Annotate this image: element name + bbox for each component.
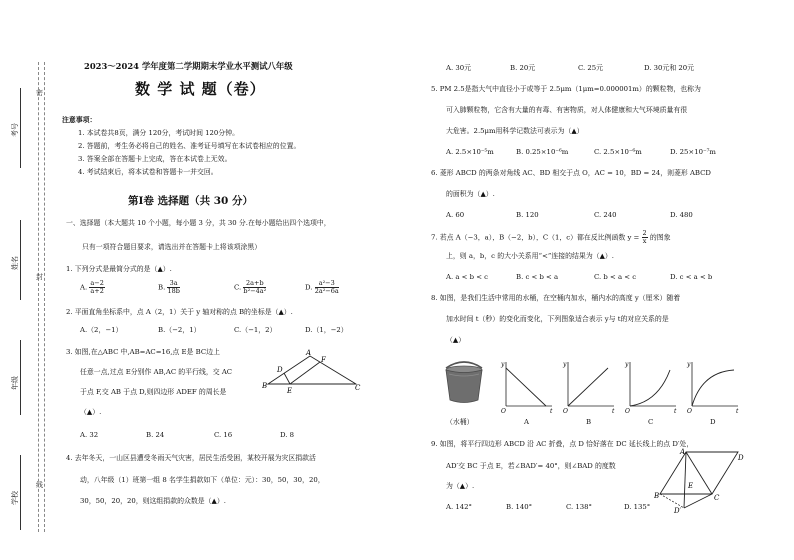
q7-line-2: 上，则 a，b，c 的大小关系用“<”连接的结果为（▲）. (446, 252, 614, 260)
binding-line-left (38, 62, 39, 532)
q9-label-d: D (738, 454, 744, 462)
q2-option-a: A.（2，−1） (80, 326, 123, 334)
q9-option-a: A. 142° (446, 503, 472, 511)
q5-line-3: 大危害。2.5μm用科学记数法可表示为（▲） (446, 127, 584, 135)
q3-segment-ed (284, 373, 290, 384)
q9-line-2: AD′交 BC 于点 E，若∠BAD′= 40°，则∠BAD 的度数 (446, 462, 616, 470)
q8-line-1: 8. 如图，是我们生活中常用的水桶，在空桶内加水，桶内水的高度 y（厘米）随着 (431, 294, 681, 302)
q1-option-a-fraction: $\frac{a-2}{a+2}$ (90, 279, 104, 295)
margin-mark-xian: 线 (36, 481, 43, 489)
svg-text:O: O (625, 408, 630, 414)
svg-text:y: y (563, 361, 567, 368)
q5-option-c: C. 2.5×10⁻⁶m (594, 148, 642, 156)
q7-line-1 (431, 230, 671, 245)
q3-label-d: D (277, 366, 283, 374)
q4-option-c: C. 25元 (578, 64, 604, 72)
svg-text:O: O (563, 408, 568, 414)
q3-label-f: F (321, 356, 326, 364)
notice-item-3: 3. 答案全部在答题卡上完成，答在本试卷上无效。 (78, 155, 232, 163)
q5-option-a: A. 2.5×10⁻⁵m (446, 148, 494, 156)
q1-option-b (158, 280, 180, 295)
q1-option-c-fraction: $\frac{2a+b}{\text{b²−4a²}}$ (243, 279, 267, 295)
margin-underline-xingming (20, 220, 21, 300)
q6-option-a: A. 60 (446, 211, 465, 219)
q3-label-c: C (355, 384, 361, 392)
notice-item-1: 1. 本试卷共8页，满分 120分，考试时间 120分钟。 (78, 129, 239, 137)
q2-option-b: B.（−2，1） (158, 326, 201, 334)
q9-segment-cd-prime (684, 494, 712, 508)
q6-option-d: D. 480 (670, 211, 693, 219)
q8-graph-a (500, 358, 556, 414)
q8-line-2: 加水时间 t（秒）的变化而变化，下列图象适合表示 y与 t的对应关系的是 (446, 315, 669, 323)
svg-text:O: O (501, 408, 506, 414)
q1-option-b-label: B. (158, 283, 166, 292)
q2-stem: 2. 平面直角坐标系中，点 A（2，1）关于 y 轴对称的点 B的坐标是（▲）. (66, 308, 293, 316)
q7-option-b: B. c < b < a (516, 273, 559, 281)
q9-label-e: E (688, 482, 694, 490)
margin-underline-xuexiao (20, 455, 21, 530)
margin-underline-nianji (20, 340, 21, 415)
q8-graph-c-label: C (648, 418, 654, 426)
section1-title: 第Ⅰ卷 选择题（共 30 分） (128, 195, 253, 207)
q6-line-1: 6. 菱形 ABCD 的两条对角线 AC、BD 相交于点 O，AC = 10，BD = 24，则菱形 ABCD (431, 169, 711, 177)
q3-option-c: C. 16 (214, 431, 233, 439)
exam-header-title: 2023～2024 学年度第二学期期末学业水平测试八年级 (84, 61, 293, 71)
q6-line-2: 的面积为（▲）. (446, 190, 495, 198)
notice-heading: 注意事项： (62, 116, 97, 124)
q3-line-2: 任意一点,过点 E分别作 AB,AC 的平行线，交 AC (80, 368, 233, 376)
q8-bucket-caption: （水桶） (446, 418, 474, 426)
q7-line-1-text: 7. 若点 A（−3，a），B（−2，b），C（1，c）都在反比例函数 y = (431, 233, 642, 242)
svg-text:y: y (501, 361, 505, 368)
q9-label-a: A (680, 448, 686, 456)
q9-segment-ad-prime (684, 452, 686, 508)
svg-text:t: t (612, 408, 615, 414)
q3-label-b: B (262, 382, 268, 390)
q9-label-b: B (654, 492, 660, 500)
q8-graph-d (686, 358, 742, 414)
q3-option-d: D. 8 (280, 431, 295, 439)
q7-option-c: C. b < a < c (594, 273, 637, 281)
q1-option-d-fraction: $\frac{\text{a²−3}}{\text{2a²−6a}}$ (314, 279, 339, 295)
q7-option-a: A. a < b < c (446, 273, 489, 281)
q9-option-d: D. 135° (624, 503, 651, 511)
q3-line-3: 于点 F,交 AB 于点 D,则四边形 ADEF 的周长是 (80, 388, 227, 396)
binding-line-right (44, 62, 45, 532)
q4-line-2: 动，八年级（1）班第一组 8 名学生捐款如下（单位：元）：30，50，30，20， (80, 476, 325, 484)
section1-instruction-1: 一、选择题（本大题共 10 个小题，每小题 3 分，共 30 分.在每小题给出四个选项中， (66, 219, 331, 227)
q5-line-2: 可入肺颗粒物，它含有大量的有毒、有害物质，对人体健康和大气环境质量有很 (446, 106, 688, 114)
q4-option-b: B. 20元 (510, 64, 536, 72)
q1-option-d (305, 280, 339, 295)
q3-option-b: B. 24 (146, 431, 165, 439)
q3-line-4: （▲）. (80, 408, 102, 416)
q9-line-3: 为（▲）. (446, 482, 475, 490)
q8-graph-b-label: B (586, 418, 592, 426)
margin-label-xuexiao: 学校 (11, 491, 19, 505)
q5-option-d: D. 25×10⁻⁷m (670, 148, 716, 156)
q9-label-c: C (714, 494, 720, 502)
q4-line-3: 30，50，20，20，则这组捐款的众数是（▲）. (80, 497, 226, 505)
q1-option-c (234, 280, 266, 295)
q9-line-1: 9. 如图，将平行四边形 ABCD 沿 AC 折叠，点 D 恰好落在 DC 延长线上的点 D′处， (431, 440, 694, 448)
q8-line-3: （▲） (446, 336, 466, 344)
q4-line-1: 4. 去年冬天，一山区县遭受冬雨天气灾害，居民生活受困，某校开展为灾区捐款活 (66, 454, 316, 462)
q9-option-c: C. 138° (566, 503, 593, 511)
q7-line-1-end: 的图象 (647, 233, 671, 242)
q1-option-a (80, 280, 105, 295)
notice-item-4: 4. 考试结束后，将本试卷和答题卡一并交回。 (78, 168, 218, 176)
q4-option-a: A. 30元 (446, 64, 472, 72)
q9-option-b: B. 140° (506, 503, 533, 511)
svg-text:t: t (550, 408, 553, 414)
q7-fraction: $\frac{2}{x}$ (642, 229, 647, 245)
q5-option-b: B. 0.25×10⁻⁶m (516, 148, 569, 156)
q1-option-d-label: D. (305, 283, 313, 292)
q9-segment-bd-prime (660, 494, 684, 508)
q8-graph-b (562, 358, 618, 414)
q8-bucket-image (440, 358, 488, 406)
q2-option-c: C.（−1，2） (234, 326, 277, 334)
margin-mark-feng: 封 (36, 273, 43, 281)
q3-segment-ef (290, 362, 320, 384)
q3-line-1: 3. 如图,在△ABC 中,AB=AC=16,点 E是 BC边上 (66, 348, 220, 356)
svg-text:t: t (674, 408, 677, 414)
svg-text:y: y (625, 361, 629, 368)
margin-mark-mi: 密 (36, 89, 43, 97)
q5-line-1: 5. PM 2.5是指大气中直径小于或等于 2.5μm（1μm=0.000001m）的颗粒物，也称为 (431, 85, 701, 93)
q8-graph-d-label: D (710, 418, 716, 426)
q6-option-b: B. 120 (516, 211, 539, 219)
q4-option-d: D. 30元和 20元 (644, 64, 695, 72)
svg-text:O: O (687, 408, 692, 414)
q3-option-a: A. 32 (80, 431, 99, 439)
q9-parallelogram-figure (654, 448, 744, 514)
q9-label-d-prime: D′ (674, 507, 682, 514)
margin-underline-kaohao (20, 88, 21, 168)
q7-option-d: D. c < a < b (670, 273, 713, 281)
exam-subject-title: 数 学 试 题（卷） (135, 80, 266, 98)
q1-stem: 1. 下列分式是最简分式的是（▲）. (66, 265, 172, 273)
q8-graph-c (624, 358, 680, 414)
notice-item-2: 2. 答题前，考生务必将自己的姓名、准考证号填写在本试卷相应的位置。 (78, 142, 301, 150)
q3-label-e: E (287, 387, 293, 395)
q3-triangle-figure (262, 348, 362, 398)
margin-label-kaohao: 考号 (11, 123, 19, 137)
q3-label-a: A (306, 349, 312, 357)
q6-option-c: C. 240 (594, 211, 617, 219)
margin-label-nianji: 年级 (11, 376, 19, 390)
q1-option-c-label: C. (234, 283, 242, 292)
svg-text:t: t (736, 408, 739, 414)
svg-text:y: y (687, 361, 691, 368)
q2-option-d: D.（1，−2） (305, 326, 348, 334)
margin-label-xingming: 姓名 (11, 256, 19, 270)
q1-option-b-fraction: $\frac{3a}{18b}$ (167, 279, 180, 295)
section1-instruction-2: 只有一项符合题目要求，请选出并在答题卡上将该项涂黑） (82, 243, 262, 251)
q8-graph-a-label: A (524, 418, 529, 426)
q1-option-a-label: A. (80, 283, 88, 292)
